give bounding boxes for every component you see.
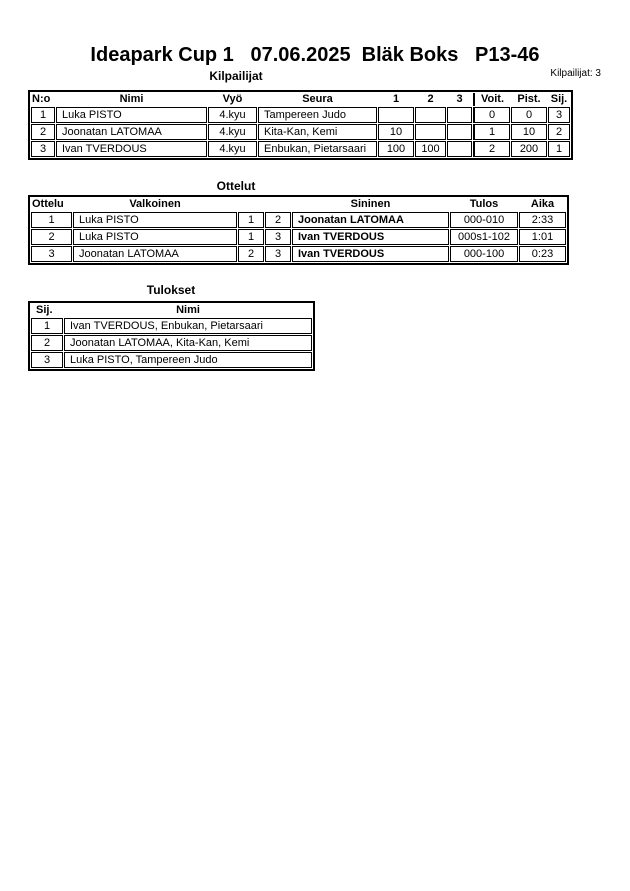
col-header-valkoinen: Valkoinen [129, 198, 181, 210]
col-header-vyo: Vyö [222, 93, 243, 105]
cell-round3 [447, 141, 472, 157]
cell-round2: 100 [415, 141, 446, 157]
competitor-row [31, 124, 570, 140]
result-row [31, 352, 312, 368]
cell-pist: 0 [511, 107, 547, 123]
cell-round3 [447, 107, 472, 123]
cell-seura: Enbukan, Pietarsaari [258, 141, 377, 157]
cell-vyo: 4.kyu [208, 141, 257, 157]
cell-voit: 1 [473, 124, 510, 140]
results-header-row [31, 304, 312, 317]
cell-match-no: 3 [31, 246, 72, 262]
col-header-round3: 3 [456, 93, 463, 105]
cell-white-number: 1 [238, 212, 264, 228]
matches-table [28, 195, 569, 265]
cell-sij: 1 [548, 141, 570, 157]
col-header-ottelu: Ottelu [32, 198, 64, 210]
cell-competitor: Joonatan LATOMAA, Kita-Kan, Kemi [64, 335, 312, 351]
section-heading-competitors: Kilpailijat [209, 69, 263, 83]
match-row [31, 212, 566, 228]
col-header-sininen: Sininen [350, 198, 391, 210]
cell-tulos: 000-100 [450, 246, 518, 262]
col-header-aika: Aika [530, 198, 555, 210]
col-header-white-number [238, 198, 264, 211]
col-header-nimi: Nimi [119, 93, 144, 105]
match-row [31, 229, 566, 245]
competitor-count-label: Kilpailijat: 3 [550, 68, 601, 79]
cell-blue-number: 3 [265, 229, 291, 245]
page-title: Ideapark Cup 1 07.06.2025 Bläk Boks P13-46 [90, 44, 540, 66]
cell-competitor: Ivan TVERDOUS, Enbukan, Pietarsaari [64, 318, 312, 334]
cell-nimi: Luka PISTO [56, 107, 207, 123]
cell-no: 1 [31, 107, 55, 123]
cell-vyo: 4.kyu [208, 124, 257, 140]
competitor-row [31, 107, 570, 123]
cell-no: 3 [31, 141, 55, 157]
col-header-sij: Sij. [36, 304, 53, 316]
col-header-voit: Voit. [473, 93, 510, 106]
cell-sij: 2 [548, 124, 570, 140]
cell-voit: 2 [473, 141, 510, 157]
cell-white-name: Joonatan LATOMAA [73, 246, 237, 262]
cell-round1: 100 [378, 141, 414, 157]
col-header-sij: Sij. [550, 93, 568, 105]
cell-white-number: 1 [238, 229, 264, 245]
cell-placement: 3 [31, 352, 63, 368]
cell-blue-name: Ivan TVERDOUS [292, 246, 449, 262]
cell-sij: 3 [548, 107, 570, 123]
cell-match-no: 1 [31, 212, 72, 228]
competitors-table [28, 90, 573, 160]
matches-header-row [31, 198, 566, 211]
cell-aika: 0:23 [519, 246, 566, 262]
col-header-nimi: Nimi [176, 304, 200, 316]
col-header-round1: 1 [392, 93, 400, 105]
cell-seura: Kita-Kan, Kemi [258, 124, 377, 140]
result-row [31, 318, 312, 334]
cell-blue-name: Ivan TVERDOUS [292, 229, 449, 245]
section-heading-matches: Ottelut [216, 179, 256, 193]
col-header-pist: Pist. [517, 93, 541, 105]
cell-voit: 0 [473, 107, 510, 123]
competitor-row [31, 141, 570, 157]
cell-blue-name: Joonatan LATOMAA [292, 212, 449, 228]
cell-round1: 10 [378, 124, 414, 140]
cell-blue-number: 2 [265, 212, 291, 228]
col-header-round2: 2 [427, 93, 434, 105]
cell-white-name: Luka PISTO [73, 212, 237, 228]
cell-white-number: 2 [238, 246, 264, 262]
results-table [28, 301, 315, 371]
cell-placement: 2 [31, 335, 63, 351]
cell-round1 [378, 107, 414, 123]
cell-round2 [415, 107, 446, 123]
cell-aika: 2:33 [519, 212, 566, 228]
section-heading-results: Tulokset [146, 283, 196, 297]
competitors-header-row [31, 93, 570, 106]
col-header-blue-number [265, 198, 291, 211]
cell-nimi: Ivan TVERDOUS [56, 141, 207, 157]
cell-pist: 10 [511, 124, 547, 140]
result-row [31, 335, 312, 351]
match-row [31, 246, 566, 262]
cell-pist: 200 [511, 141, 547, 157]
cell-placement: 1 [31, 318, 63, 334]
cell-nimi: Joonatan LATOMAA [56, 124, 207, 140]
cell-vyo: 4.kyu [208, 107, 257, 123]
cell-blue-number: 3 [265, 246, 291, 262]
cell-tulos: 000s1-102 [450, 229, 518, 245]
cell-round2 [415, 124, 446, 140]
cell-tulos: 000-010 [450, 212, 518, 228]
col-header-tulos: Tulos [469, 198, 499, 210]
cell-aika: 1:01 [519, 229, 566, 245]
cell-white-name: Luka PISTO [73, 229, 237, 245]
cell-competitor: Luka PISTO, Tampereen Judo [64, 352, 312, 368]
col-header-no: N:o [32, 93, 51, 105]
cell-round3 [447, 124, 472, 140]
cell-match-no: 2 [31, 229, 72, 245]
cell-no: 2 [31, 124, 55, 140]
col-header-seura: Seura [302, 93, 333, 105]
cell-seura: Tampereen Judo [258, 107, 377, 123]
